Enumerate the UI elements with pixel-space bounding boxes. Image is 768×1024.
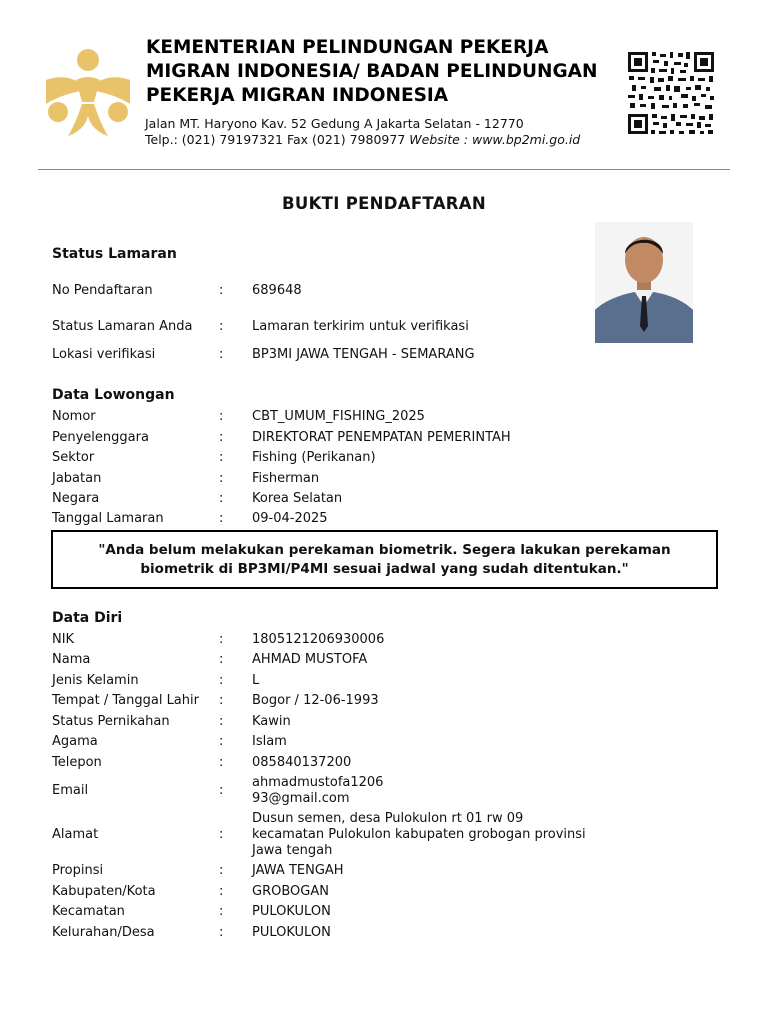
section-heading-data-diri: Data Diri [52,610,123,626]
row-nomor [52,409,592,425]
alamat-line-3: Jawa tengah [252,843,333,858]
row-penyelenggara [52,430,592,446]
row-value: PULOKULON [252,904,331,919]
row-label: Nomor [52,409,96,424]
row-value: JAWA TENGAH [252,863,344,878]
row-value: 1805121206930006 [252,632,385,647]
org-line-2: MIGRAN INDONESIA/ BADAN PELINDUNGAN [146,61,598,82]
row-value: Islam [252,734,287,749]
row-colon: : [219,430,224,445]
row-value: AHMAD MUSTOFA [252,652,368,667]
row-value [252,775,592,807]
row-colon: : [219,409,224,424]
applicant-photo [595,222,693,343]
row-colon: : [219,734,224,749]
row-telepon [52,755,592,771]
row-label: Penyelenggara [52,430,149,445]
row-sektor [52,450,592,466]
row-label: Kabupaten/Kota [52,884,156,899]
row-label: Tanggal Lamaran [52,511,164,526]
row-email [52,775,592,807]
row-status-lamaran [52,319,592,335]
row-value: BP3MI JAWA TENGAH - SEMARANG [252,347,475,362]
row-label: Agama [52,734,98,749]
org-line-1: KEMENTERIAN PELINDUNGAN PEKERJA [146,37,549,58]
row-value: CBT_UMUM_FISHING_2025 [252,409,425,424]
row-label: Status Pernikahan [52,714,170,729]
row-value: 085840137200 [252,755,352,770]
row-value: L [252,673,260,688]
row-value: Fishing (Perikanan) [252,450,376,465]
row-label: Jabatan [52,471,102,486]
website: Website : www.bp2mi.go.id [409,132,581,147]
row-colon: : [219,863,224,878]
address-line: Jalan MT. Haryono Kav. 52 Gedung A Jakarta Selatan - 12770 [145,116,524,131]
row-colon: : [219,283,224,298]
row-kecamatan [52,904,592,920]
alamat-line-1: Dusun semen, desa Pulokulon rt 01 rw 09 [252,811,524,826]
row-nik [52,632,592,648]
row-label: Tempat / Tanggal Lahir [52,693,199,708]
row-label: Telepon [52,755,102,770]
row-label: Nama [52,652,91,667]
row-colon: : [219,783,224,798]
row-value: 689648 [252,283,302,298]
bp2mi-logo-icon [38,46,138,138]
row-colon: : [219,632,224,647]
row-colon: : [219,693,224,708]
row-propinsi [52,863,592,879]
row-agama [52,734,592,750]
row-value: Lamaran terkirim untuk verifikasi [252,319,469,334]
email-line-1: ahmadmustofa1206 [252,775,384,790]
row-label: Sektor [52,450,95,465]
row-kabupaten-kota [52,884,592,900]
row-jabatan [52,471,592,487]
row-colon: : [219,714,224,729]
row-colon: : [219,450,224,465]
row-label: Jenis Kelamin [52,673,139,688]
row-alamat [52,811,612,859]
row-value: 09-04-2025 [252,511,328,526]
row-label: Status Lamaran Anda [52,319,193,334]
row-value: DIREKTORAT PENEMPATAN PEMERINTAH [252,430,511,445]
row-colon: : [219,319,224,334]
row-nama [52,652,592,668]
row-value: GROBOGAN [252,884,329,899]
row-value [252,811,612,859]
row-label: Kecamatan [52,904,125,919]
phone-fax: Telp.: (021) 79197321 Fax (021) 7980977 [145,132,406,147]
email-line-2: 93@gmail.com [252,791,350,806]
row-label: Email [52,783,89,798]
row-label: NIK [52,632,75,647]
row-no-pendaftaran [52,283,592,299]
row-lokasi-verifikasi [52,347,592,363]
row-colon: : [219,652,224,667]
row-label: Lokasi verifikasi [52,347,156,362]
row-colon: : [219,491,224,506]
header-divider [38,169,730,170]
row-label: Propinsi [52,863,104,878]
row-colon: : [219,511,224,526]
row-value: Fisherman [252,471,320,486]
row-value: Korea Selatan [252,491,343,506]
letterhead [38,36,728,146]
qr-code-icon [626,50,716,136]
row-colon: : [219,827,224,842]
row-colon: : [219,673,224,688]
section-heading-data-lowongan: Data Lowongan [52,387,175,403]
row-tempat-tanggal-lahir [52,693,592,709]
biometric-notice: "Anda belum melakukan perekaman biometrik. Segera lakukan perekaman biometrik di BP3MI/P4MI sesuai jadwal yang sudah ditentukan." [51,530,718,589]
row-colon: : [219,471,224,486]
document-title: BUKTI PENDAFTARAN [282,194,486,213]
row-tanggal-lamaran [52,511,592,527]
organization-address [145,116,580,148]
row-label: Kelurahan/Desa [52,925,155,940]
row-negara [52,491,592,507]
row-jenis-kelamin [52,673,592,689]
row-value: PULOKULON [252,925,331,940]
row-label: No Pendaftaran [52,283,153,298]
alamat-line-2: kecamatan Pulokulon kabupaten grobogan provinsi [252,827,586,842]
row-colon: : [219,904,224,919]
organization-name [146,36,616,108]
row-colon: : [219,884,224,899]
row-label: Alamat [52,827,99,842]
org-line-3: PEKERJA MIGRAN INDONESIA [146,85,449,106]
row-status-pernikahan [52,714,592,730]
row-label: Negara [52,491,100,506]
row-colon: : [219,347,224,362]
row-colon: : [219,755,224,770]
section-heading-status-lamaran: Status Lamaran [52,246,177,262]
row-value: Kawin [252,714,291,729]
row-kelurahan-desa [52,925,592,941]
row-value: Bogor / 12-06-1993 [252,693,379,708]
row-colon: : [219,925,224,940]
contact-line [145,132,580,148]
